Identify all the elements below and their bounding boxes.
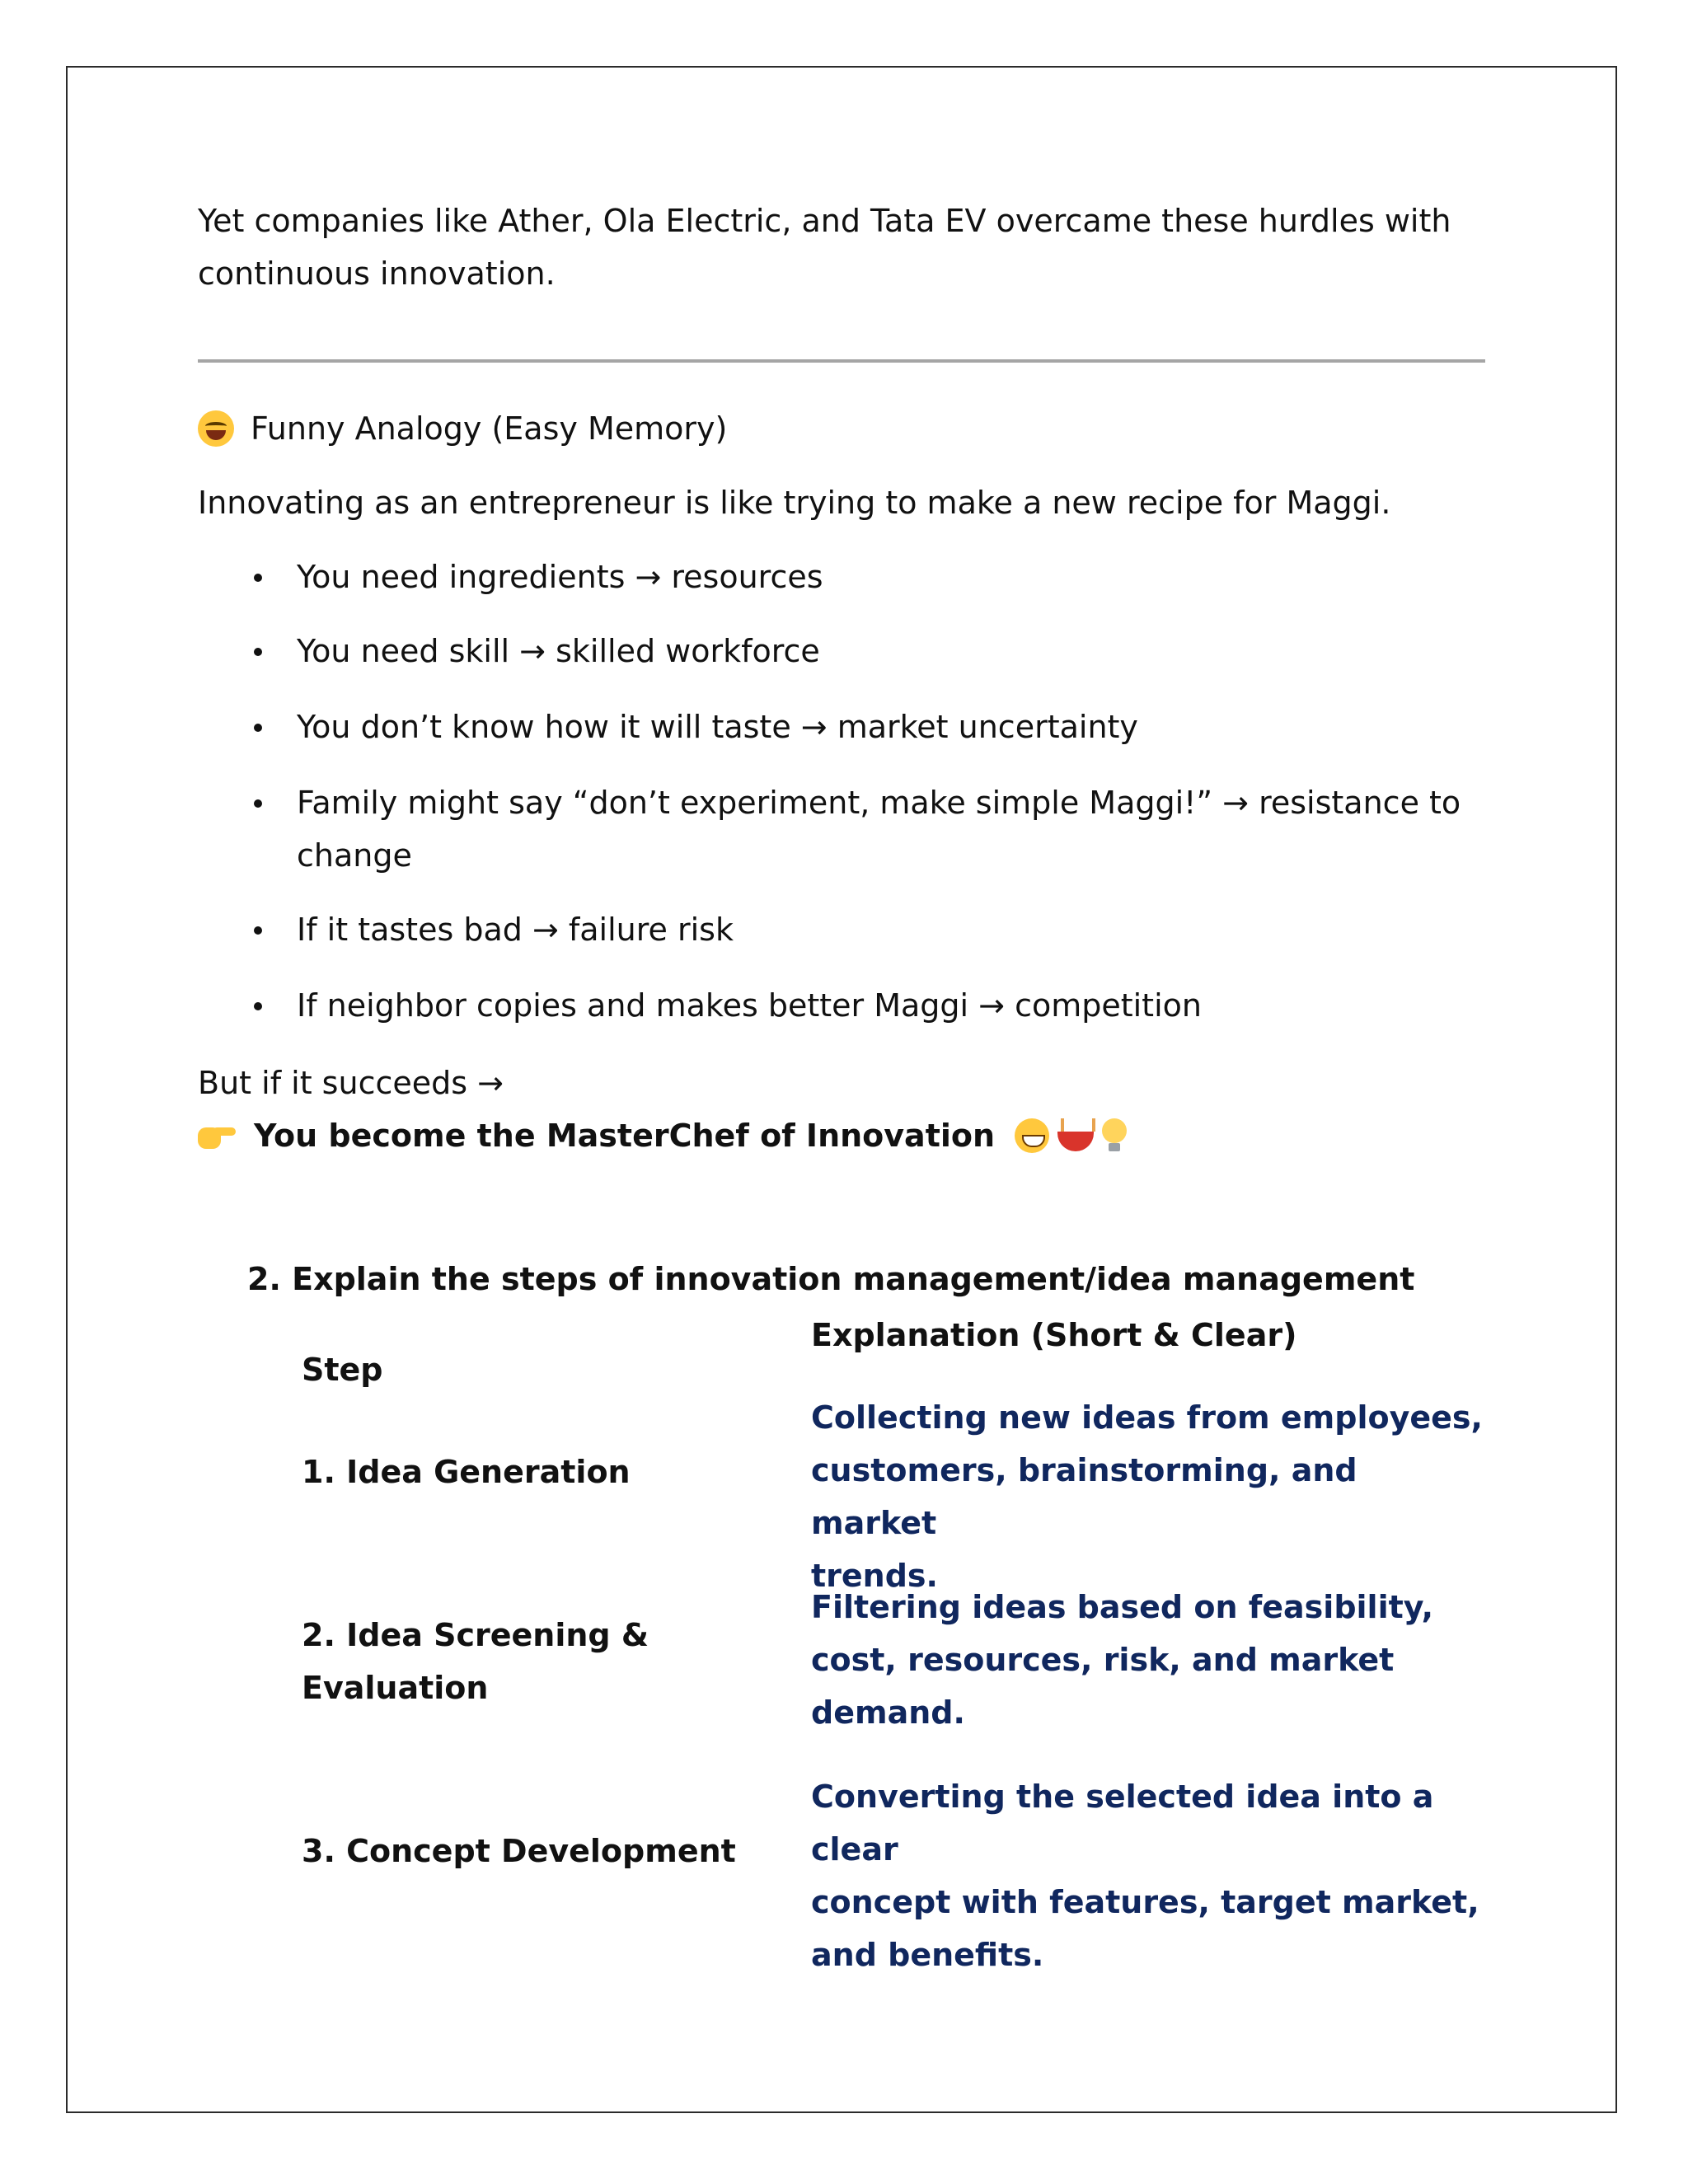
table-header-step: Step bbox=[302, 1352, 383, 1388]
table-header-explanation: Explanation (Short & Clear) bbox=[811, 1317, 1297, 1353]
conclusion-bold-text: You become the MasterChef of Innovation bbox=[254, 1118, 996, 1154]
grinning-face-icon bbox=[1015, 1118, 1049, 1153]
analogy-heading bbox=[198, 402, 727, 455]
list-item: You don’t know how it will taste → market uncertainty bbox=[297, 701, 1138, 753]
conclusion-bold-line bbox=[198, 1109, 1127, 1162]
list-item-continuation: change bbox=[297, 837, 412, 874]
explanation-line: customers, brainstorming, and market bbox=[811, 1452, 1357, 1541]
table-row-step bbox=[302, 1825, 780, 1877]
noodle-bowl-icon bbox=[1057, 1118, 1094, 1153]
list-item: If it tastes bad → failure risk bbox=[297, 903, 734, 956]
light-bulb-icon bbox=[1102, 1118, 1127, 1153]
step-line: 3. Concept Development bbox=[302, 1833, 736, 1869]
list-item: If neighbor copies and makes better Maggi → competition bbox=[297, 979, 1202, 1032]
analogy-heading-text: Funny Analogy (Easy Memory) bbox=[251, 410, 728, 447]
step-line: 2. Idea Screening & bbox=[302, 1617, 649, 1653]
conclusion-lead: But if it succeeds → bbox=[198, 1065, 504, 1101]
table-row-explanation bbox=[811, 1391, 1487, 1602]
explanation-line: demand. bbox=[811, 1694, 965, 1731]
laughing-face-icon bbox=[198, 410, 234, 447]
horizontal-divider bbox=[198, 359, 1485, 363]
explanation-line: cost, resources, risk, and market bbox=[811, 1642, 1395, 1678]
question-heading: 2. Explain the steps of innovation management/idea management bbox=[247, 1261, 1415, 1297]
intro-line-1: Yet companies like Ather, Ola Electric, and Tata EV overcame these hurdles with bbox=[198, 203, 1451, 239]
list-item: You need skill → skilled workforce bbox=[297, 625, 820, 677]
conclusion-emoji-group bbox=[1015, 1118, 1127, 1153]
explanation-line: Collecting new ideas from employees, bbox=[811, 1399, 1483, 1436]
analogy-lead: Innovating as an entrepreneur is like trying to make a new recipe for Maggi. bbox=[198, 485, 1391, 521]
list-item: You need ingredients → resources bbox=[297, 551, 823, 603]
explanation-line: trends. bbox=[811, 1558, 938, 1594]
table-row-step bbox=[302, 1609, 780, 1714]
pointing-hand-icon bbox=[198, 1121, 236, 1151]
explanation-line: Converting the selected idea into a clear bbox=[811, 1779, 1434, 1868]
intro-line-2: continuous innovation. bbox=[198, 255, 556, 292]
table-row-explanation bbox=[811, 1581, 1487, 1739]
table-row-step bbox=[302, 1446, 780, 1498]
step-line: 1. Idea Generation bbox=[302, 1454, 631, 1490]
explanation-line: concept with features, target market, bbox=[811, 1884, 1479, 1920]
explanation-line: Filtering ideas based on feasibility, bbox=[811, 1589, 1434, 1625]
table-row-explanation bbox=[811, 1770, 1487, 1981]
explanation-line: and benefits. bbox=[811, 1937, 1044, 1973]
list-item: Family might say “don’t experiment, make simple Maggi!” → resistance to bbox=[297, 776, 1461, 829]
step-line: Evaluation bbox=[302, 1670, 489, 1706]
